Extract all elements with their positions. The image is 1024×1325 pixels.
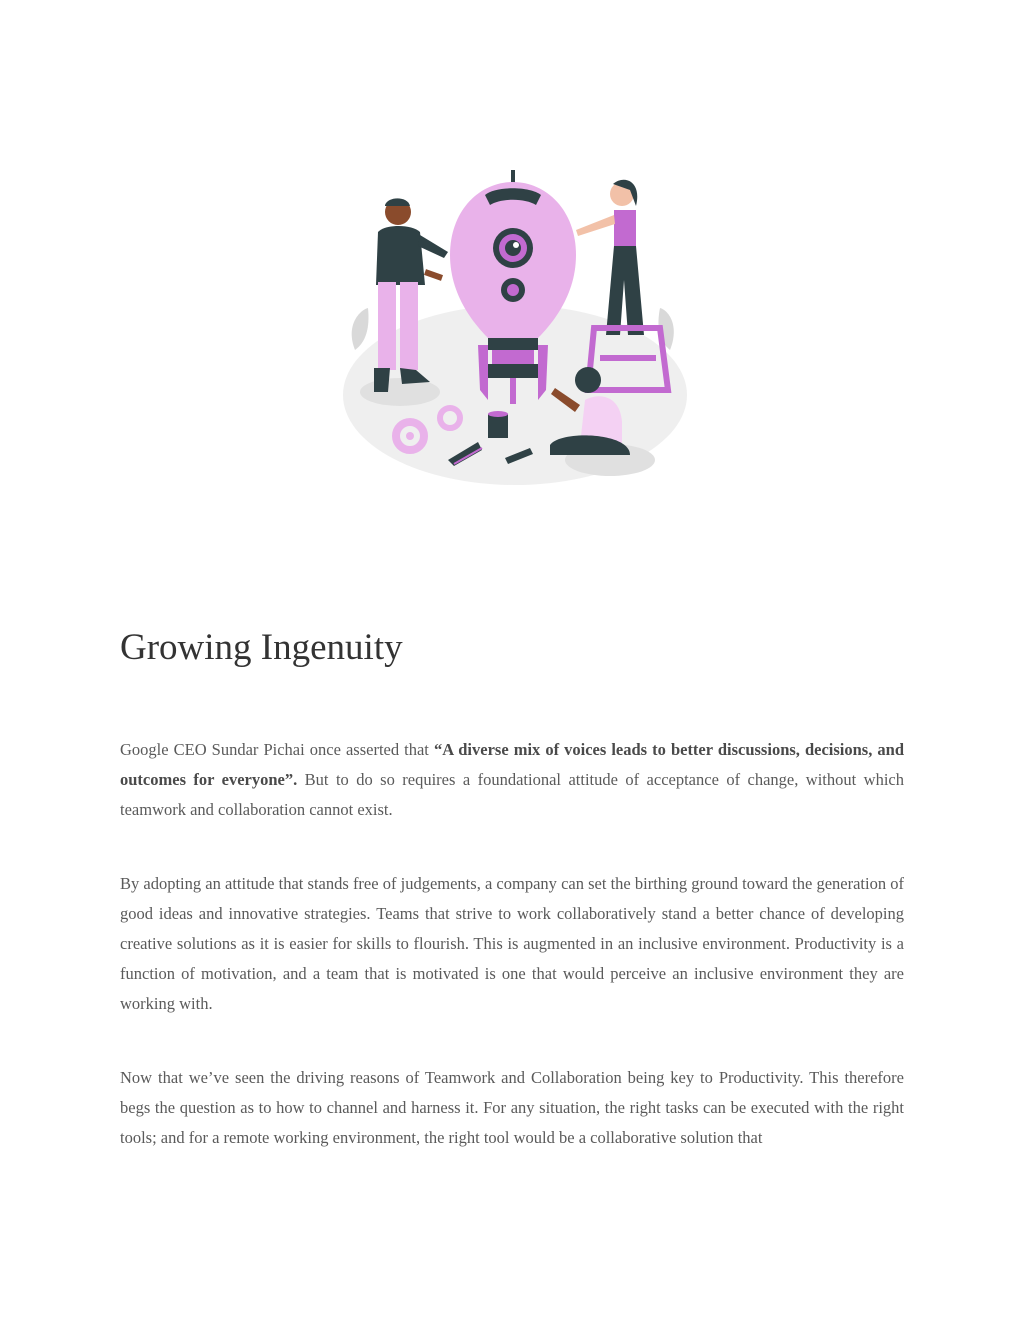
leaf-left-icon [352, 308, 369, 350]
paragraph-intro-lead: Google CEO Sundar Pichai once asserted that [120, 740, 434, 759]
page-title: Growing Ingenuity [120, 627, 403, 668]
paragraph-attitude: By adopting an attitude that stands free of judgements, a company can set the birthing ground toward the generation of good ideas and innovative strategies. Teams that strive to work collaboratively stand a better chance of developing creative solutions as it is easier for skills to flourish. This is augmented in an inclusive environment. Productivity is a function of motivation, and a team that is motivated is one that would perceive an inclusive environment they are working with. [120, 874, 904, 1013]
pichai-quote: “A diverse mix of voices leads to better discussions, decisions, and outcomes for everyone”. [120, 740, 905, 789]
illustration-svg [330, 160, 700, 490]
rocket-team-illustration [330, 160, 700, 490]
woman-figure-icon [576, 180, 668, 390]
paint-bucket-icon [488, 414, 508, 438]
paragraph-teamwork: Now that we’ve seen the driving reasons of Teamwork and Collaboration being key to Productivity. This therefore begs the question as to how to channel and harness it. For any situation, the right tasks can be executed with the right tools; and for a remote working environment, the right tool would be a collaborative solution that [120, 1068, 904, 1147]
paragraph-intro [120, 735, 904, 825]
paragraph-intro-rest: But to do so requires a foundational attitude of acceptance of change, without which teamwork and collaboration cannot exist. [120, 770, 904, 819]
